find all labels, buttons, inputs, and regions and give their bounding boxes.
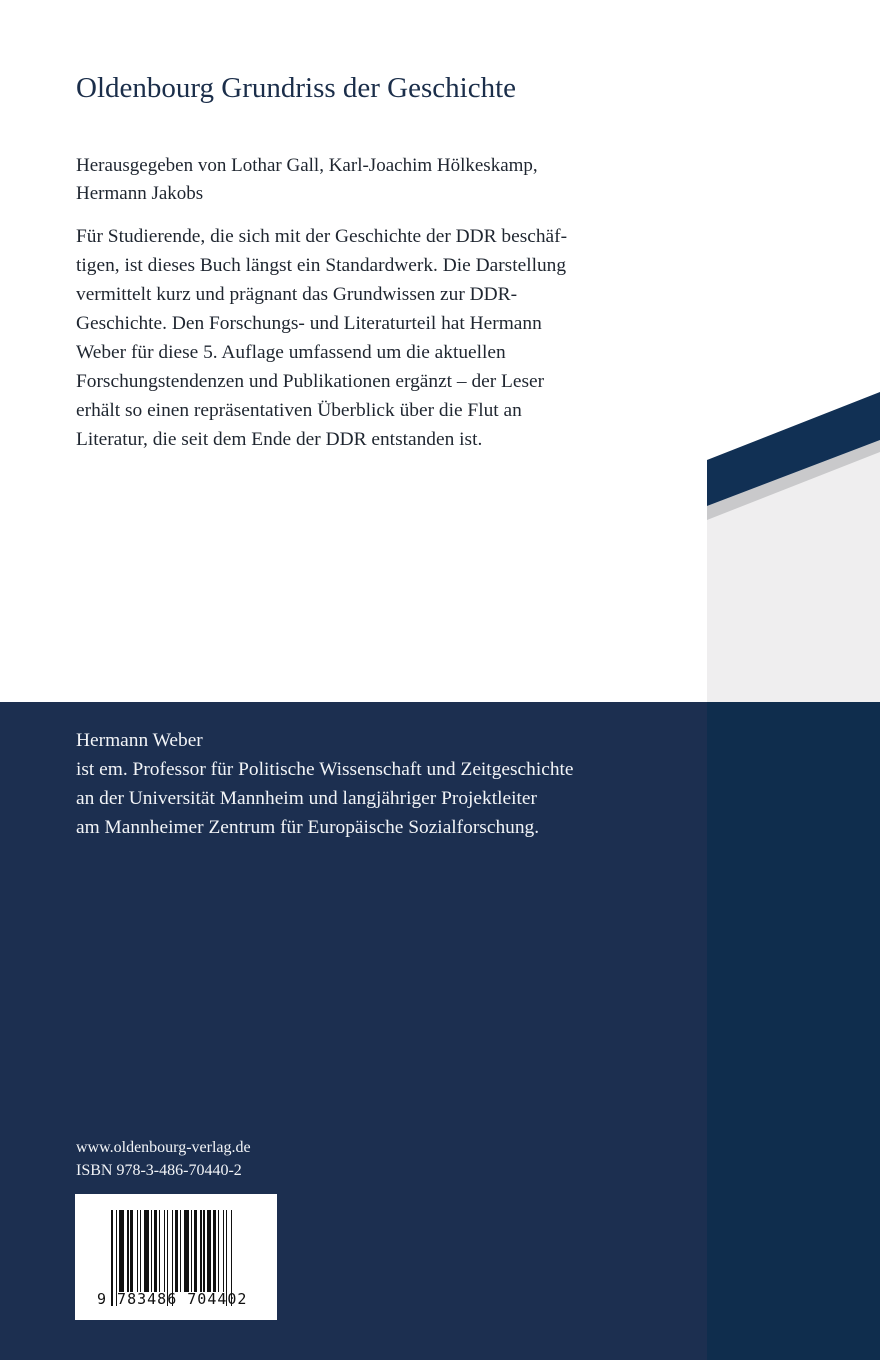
series-title: Oldenbourg Grundriss der Geschichte: [76, 72, 516, 104]
barcode-bar: [218, 1210, 220, 1292]
publisher-info: [76, 1136, 251, 1182]
barcode-bar: [184, 1210, 189, 1292]
blurb-line: Geschichte. Den Forschungs- und Literaturteil hat Hermann: [76, 313, 542, 334]
barcode: [75, 1194, 277, 1320]
barcode-bar: [203, 1210, 205, 1292]
barcode-bar: [191, 1210, 193, 1292]
blurb-line: Forschungstendenzen und Publikationen ergänzt – der Leser: [76, 371, 545, 392]
editors-line: Hermann Jakobs: [76, 183, 204, 204]
barcode-bar: [119, 1210, 124, 1292]
spine-graphic: [707, 0, 880, 702]
barcode-bar: [180, 1210, 182, 1292]
barcode-bar: [194, 1210, 197, 1292]
blurb-paragraph: [76, 222, 656, 454]
publisher-website[interactable]: www.oldenbourg-verlag.de: [76, 1139, 251, 1156]
barcode-bar: [154, 1210, 157, 1292]
barcode-digits: 9 783486 704402: [97, 1290, 248, 1308]
barcode-bar: [200, 1210, 202, 1292]
editors-line: Herausgegeben von Lothar Gall, Karl-Joachim Hölkeskamp,: [76, 155, 538, 176]
barcode-bar: [159, 1210, 161, 1292]
author-name: Hermann Weber: [76, 730, 203, 751]
barcode-bar: [144, 1210, 149, 1292]
barcode-bar: [140, 1210, 142, 1292]
barcode-bar: [151, 1210, 153, 1292]
barcode-bar: [223, 1210, 225, 1292]
barcode-bar: [175, 1210, 178, 1292]
barcode-bar: [164, 1210, 166, 1292]
blurb-line: vermittelt kurz und prägnant das Grundwissen zur DDR-: [76, 284, 518, 305]
editors: [76, 152, 636, 208]
barcode-bar: [127, 1210, 129, 1292]
barcode-bars: [111, 1210, 243, 1298]
isbn-text: ISBN 978-3-486-70440-2: [76, 1162, 242, 1179]
barcode-bar: [130, 1210, 133, 1292]
barcode-bar: [137, 1210, 139, 1292]
spine-bottom-section: [707, 702, 880, 1360]
blurb-line: Für Studierende, die sich mit der Geschichte der DDR beschäf-: [76, 226, 568, 247]
blurb-line: tigen, ist dieses Buch längst ein Standardwerk. Die Darstellung: [76, 255, 567, 276]
author-bio-line: am Mannheimer Zentrum für Europäische Sozialforschung.: [76, 817, 540, 838]
barcode-bar: [213, 1210, 216, 1292]
blurb-line: Weber für diese 5. Auflage umfassend um die aktuellen: [76, 342, 506, 363]
author-bio-line: ist em. Professor für Politische Wissenschaft und Zeitgeschichte: [76, 759, 574, 780]
author-bio-line: an der Universität Mannheim und langjähriger Projektleiter: [76, 788, 537, 809]
blurb-line: Literatur, die seit dem Ende der DDR entstanden ist.: [76, 429, 483, 450]
author-bio: [76, 726, 676, 842]
barcode-bar: [207, 1210, 212, 1292]
blurb-line: erhält so einen repräsentativen Überblick über die Flut an: [76, 400, 522, 421]
